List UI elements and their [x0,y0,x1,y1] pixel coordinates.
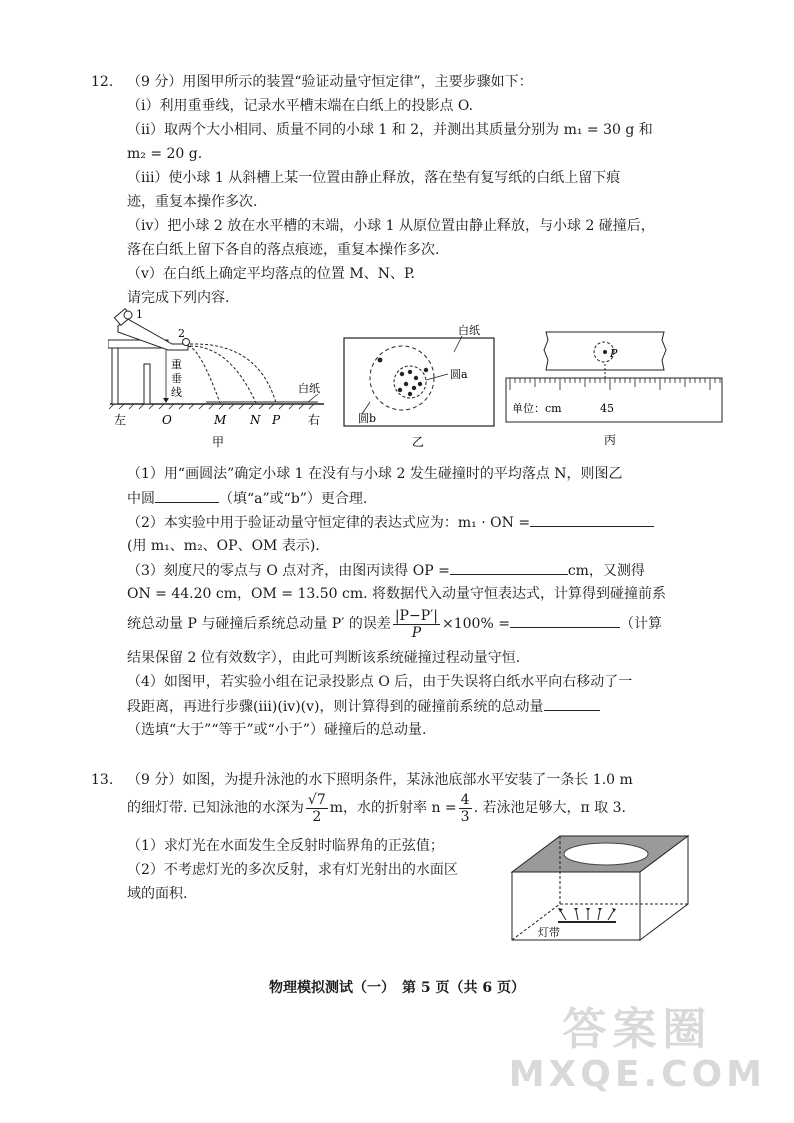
q12-sub1-line-a: （1）用“画圆法”确定小球 1 在没有与小球 2 发生碰撞时的平均落点 N，则图乙 [127,466,623,482]
depth-numerator: √7 [307,791,326,808]
q12-sub4-line-b [127,696,600,717]
q13-sub2-line-a: （2）不考虑灯光的多次反射，求有灯光射出的水面区 [127,862,458,878]
answer-blank-4[interactable] [510,613,620,628]
error-fraction-numerator: |P−P′| [394,607,439,624]
q12-sub3-line-c [127,606,662,642]
q12-sub1-line-b [127,488,367,509]
figure-jia-caption: 甲 [212,435,225,449]
point-m-label: M [214,413,227,427]
q12-line-1: （i）利用重垂线，记录水平槽末端在白纸上的投影点 O. [127,98,474,114]
index-numerator: 4 [460,791,470,808]
question-13-number: 13. [91,772,114,788]
q12-sub1-suffix: （填“a”或“b”）更合理. [219,491,368,507]
index-denominator: 3 [460,808,470,825]
q13-line-1: （9 分）如图，为提升泳池的水下照明条件，某泳池底部水平安装了一条长 1.0 m [127,772,633,788]
q13-pi-text: . 若泳池足够大，π 取 3. [473,800,626,816]
ruler-mark-45: 45 [600,402,614,415]
q12-line-8: （v）在白纸上确定平均落点的位置 M、N、P. [127,266,415,282]
q12-sub3-unit: cm，又测得 [567,563,645,579]
paper-label-yi: 白纸 [458,324,480,337]
ball-1-label: 1 [136,308,143,321]
right-label: 右 [308,413,321,427]
figure-yi [340,318,500,458]
q13-depth-text: 的细灯带. 已知泳池的水深为 [127,800,304,816]
q12-sub3-line-a [127,560,645,581]
q12-sub3-percent: ×100% = [442,616,510,632]
watermark [509,1005,766,1095]
point-o-label: O [162,413,172,427]
q12-sub2-line-a [127,512,654,533]
q12-line-3: m₂ = 20 g. [127,146,203,162]
q12-sub3-error-text: 统总动量 P 与碰撞后系统总动量 P′ 的误差 [127,616,391,632]
q12-sub2-line-b: (用 m₁、m₂、OP、OM 表示). [127,538,320,554]
figure-bing [504,330,724,458]
q12-sub4-line-a: （4）如图甲，若实验小组在记录投影点 O 后，由于失误将白纸水平向右移动了一 [127,674,633,690]
q12-line-4: （iii）使小球 1 从斜槽上某一位置由静止释放，落在垫有复写纸的白纸上留下痕 [127,170,621,186]
q13-sub1: （1）求灯光在水面发生全反射时临界角的正弦值； [127,838,444,854]
depth-denominator: 2 [312,808,322,825]
page-footer: 物理模拟测试（一） 第 5 页（共 6 页） [269,980,525,996]
circle-b-label: 圆b [358,412,377,425]
q12-sub2-text: （2）本实验中用于验证动量守恒定律的表达式应为：m₁ · ON = [127,515,531,531]
q12-line-6: （iv）把小球 2 放在水平槽的末端，小球 1 从原位置由静止释放，与小球 2 碰撞后， [127,218,655,234]
error-fraction-denominator: P [411,624,422,641]
q12-line-2: （ii）取两个大小相同、质量不同的小球 1 和 2，并测出其质量分别为 m₁ = 30 g 和 [127,122,653,138]
plumb-label-1: 重 [171,358,182,371]
circle-a-label: 圆a [450,368,468,381]
q12-line-0: （9 分）用图甲所示的装置“验证动量守恒定律”，主要步骤如下： [127,74,533,90]
error-fraction [393,608,440,641]
point-p-label: P [272,413,281,427]
figure-jia [108,306,328,456]
left-label: 左 [114,413,127,427]
answer-blank-5[interactable] [544,696,600,711]
q12-line-9: 请完成下列内容. [127,290,230,306]
q12-sub4-text: 段距离，再进行步骤(iii)(iv)(v)，则计算得到的碰撞前系统的总动量 [127,699,544,715]
q13-sub2-line-b: 域的面积. [127,886,188,902]
paper-label-jia: 白纸 [298,382,320,395]
point-n-label: N [250,413,261,427]
answer-blank-3[interactable] [450,560,568,575]
q13-index-text: m，水的折射率 n = [329,800,457,816]
unit-label: 单位：cm [512,402,562,415]
figure-yi-caption: 乙 [412,435,425,449]
depth-fraction [306,792,328,825]
q12-line-7: 落在白纸上留下各自的落点痕迹，重复本操作多次. [127,242,440,258]
watermark-logo: 答案圈 [562,1004,713,1055]
pool-figure [504,832,694,944]
q12-sub3-line-b: ON = 44.20 cm，OM = 13.50 cm. 将数据代入动量守恒表达式，计算得到碰撞前系 [127,586,666,602]
light-strip-label: 灯带 [538,926,560,939]
watermark-url: MXQE.COM [508,1054,766,1095]
ball-2-label: 2 [178,327,185,340]
q12-sub4-line-c: （选填“大于”“等于”或“小于”）碰撞后的总动量. [127,722,427,738]
point-p-mark: P [610,347,618,360]
plumb-label-3: 线 [171,386,182,399]
q12-sub3-line-d: 结果保留 2 位有效数字），由此可判断该系统碰撞过程动量守恒. [127,650,521,666]
question-12-number: 12. [91,74,114,90]
figure-bing-caption: 丙 [604,433,617,447]
plumb-label-2: 垂 [171,372,182,385]
q13-line-2 [127,790,626,826]
q12-line-5: 迹，重复本操作多次. [127,194,258,210]
index-fraction [459,792,472,825]
q12-sub1-prefix: 中圆 [127,491,155,507]
q12-sub3-text: （3）刻度尺的零点与 O 点对齐，由图丙读得 OP = [127,563,450,579]
q12-sub3-calc-note: （计算 [619,616,662,632]
answer-blank-1[interactable] [155,488,219,503]
answer-blank-2[interactable] [530,512,654,527]
